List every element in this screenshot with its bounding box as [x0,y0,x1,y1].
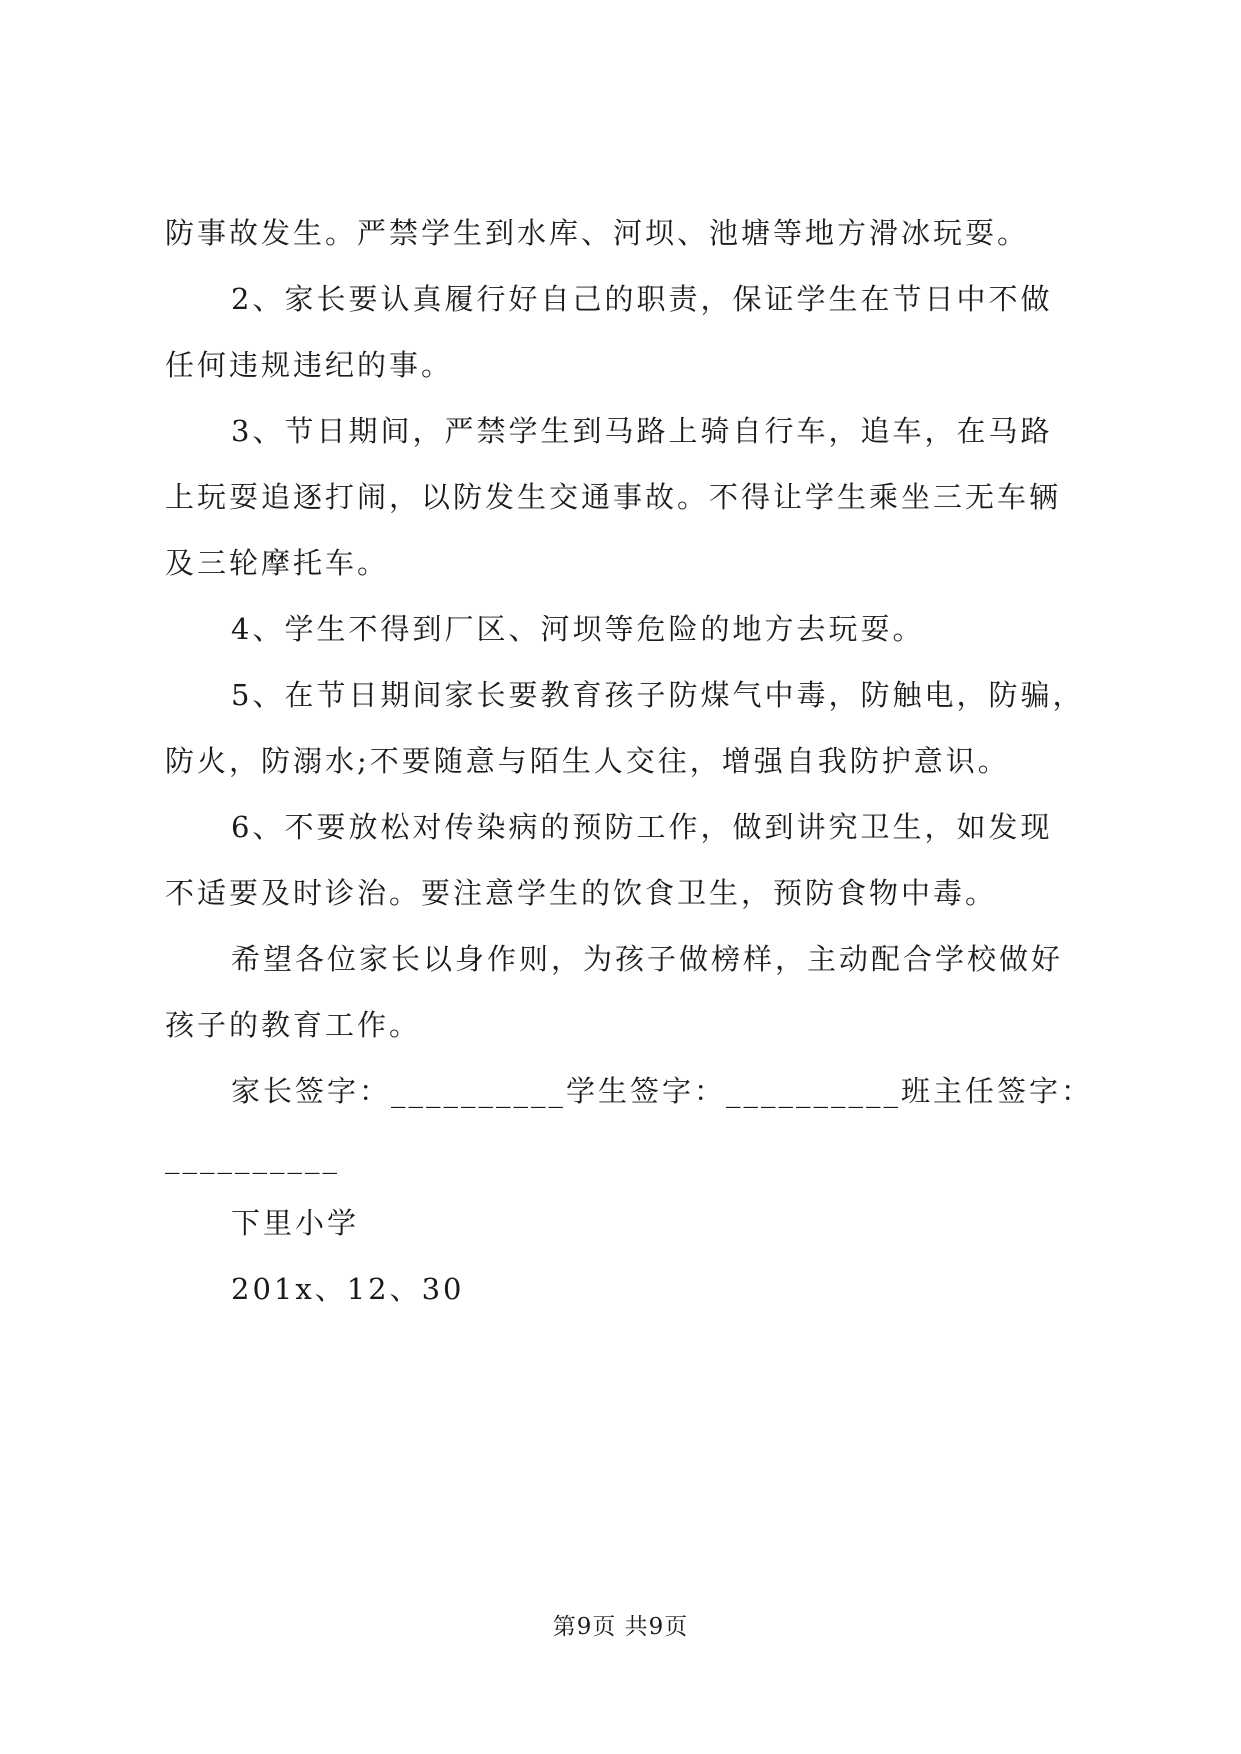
paragraph-line: 5、在节日期间家长要教育孩子防煤气中毒，防触电，防骗， [231,678,1085,712]
paragraph-line: 3、节日期间，严禁学生到马路上骑自行车，追车，在马路 [231,414,1053,448]
paragraph-line: 孩子的教育工作。 [165,1008,422,1042]
paragraph-line: 防火，防溺水;不要随意与陌生人交往，增强自我防护意识。 [165,744,1010,778]
paragraph-line: 希望各位家长以身作则，为孩子做榜样，主动配合学校做好 [231,942,1064,976]
page-number-footer: 第9页 共9页 [552,1614,689,1640]
school-name: 下里小学 [231,1206,360,1240]
document-body [165,200,1094,1322]
paragraph-line: 4、学生不得到厂区、河坝等危险的地方去玩耍。 [231,612,925,646]
paragraph-line: 2、家长要认真履行好自己的职责，保证学生在节日中不做 [231,282,1053,316]
paragraph-line: 及三轮摩托车。 [165,546,390,580]
paragraph-line: 防事故发生。严禁学生到水库、河坝、池塘等地方滑冰玩耍。 [165,216,1030,250]
document-date: 201x、12、30 [231,1272,465,1306]
signature-line: 家长签字：__________学生签字：__________班主任签字： [231,1074,1094,1108]
paragraph-line: 6、不要放松对传染病的预防工作，做到讲究卫生，如发现 [231,810,1053,844]
signature-line-continued: __________ [165,1140,340,1174]
paragraph-line: 任何违规违纪的事。 [165,348,454,382]
paragraph-line: 上玩耍追逐打闹，以防发生交通事故。不得让学生乘坐三无车辆 [165,480,1062,514]
paragraph-line: 不适要及时诊治。要注意学生的饮食卫生，预防食物中毒。 [165,876,998,910]
